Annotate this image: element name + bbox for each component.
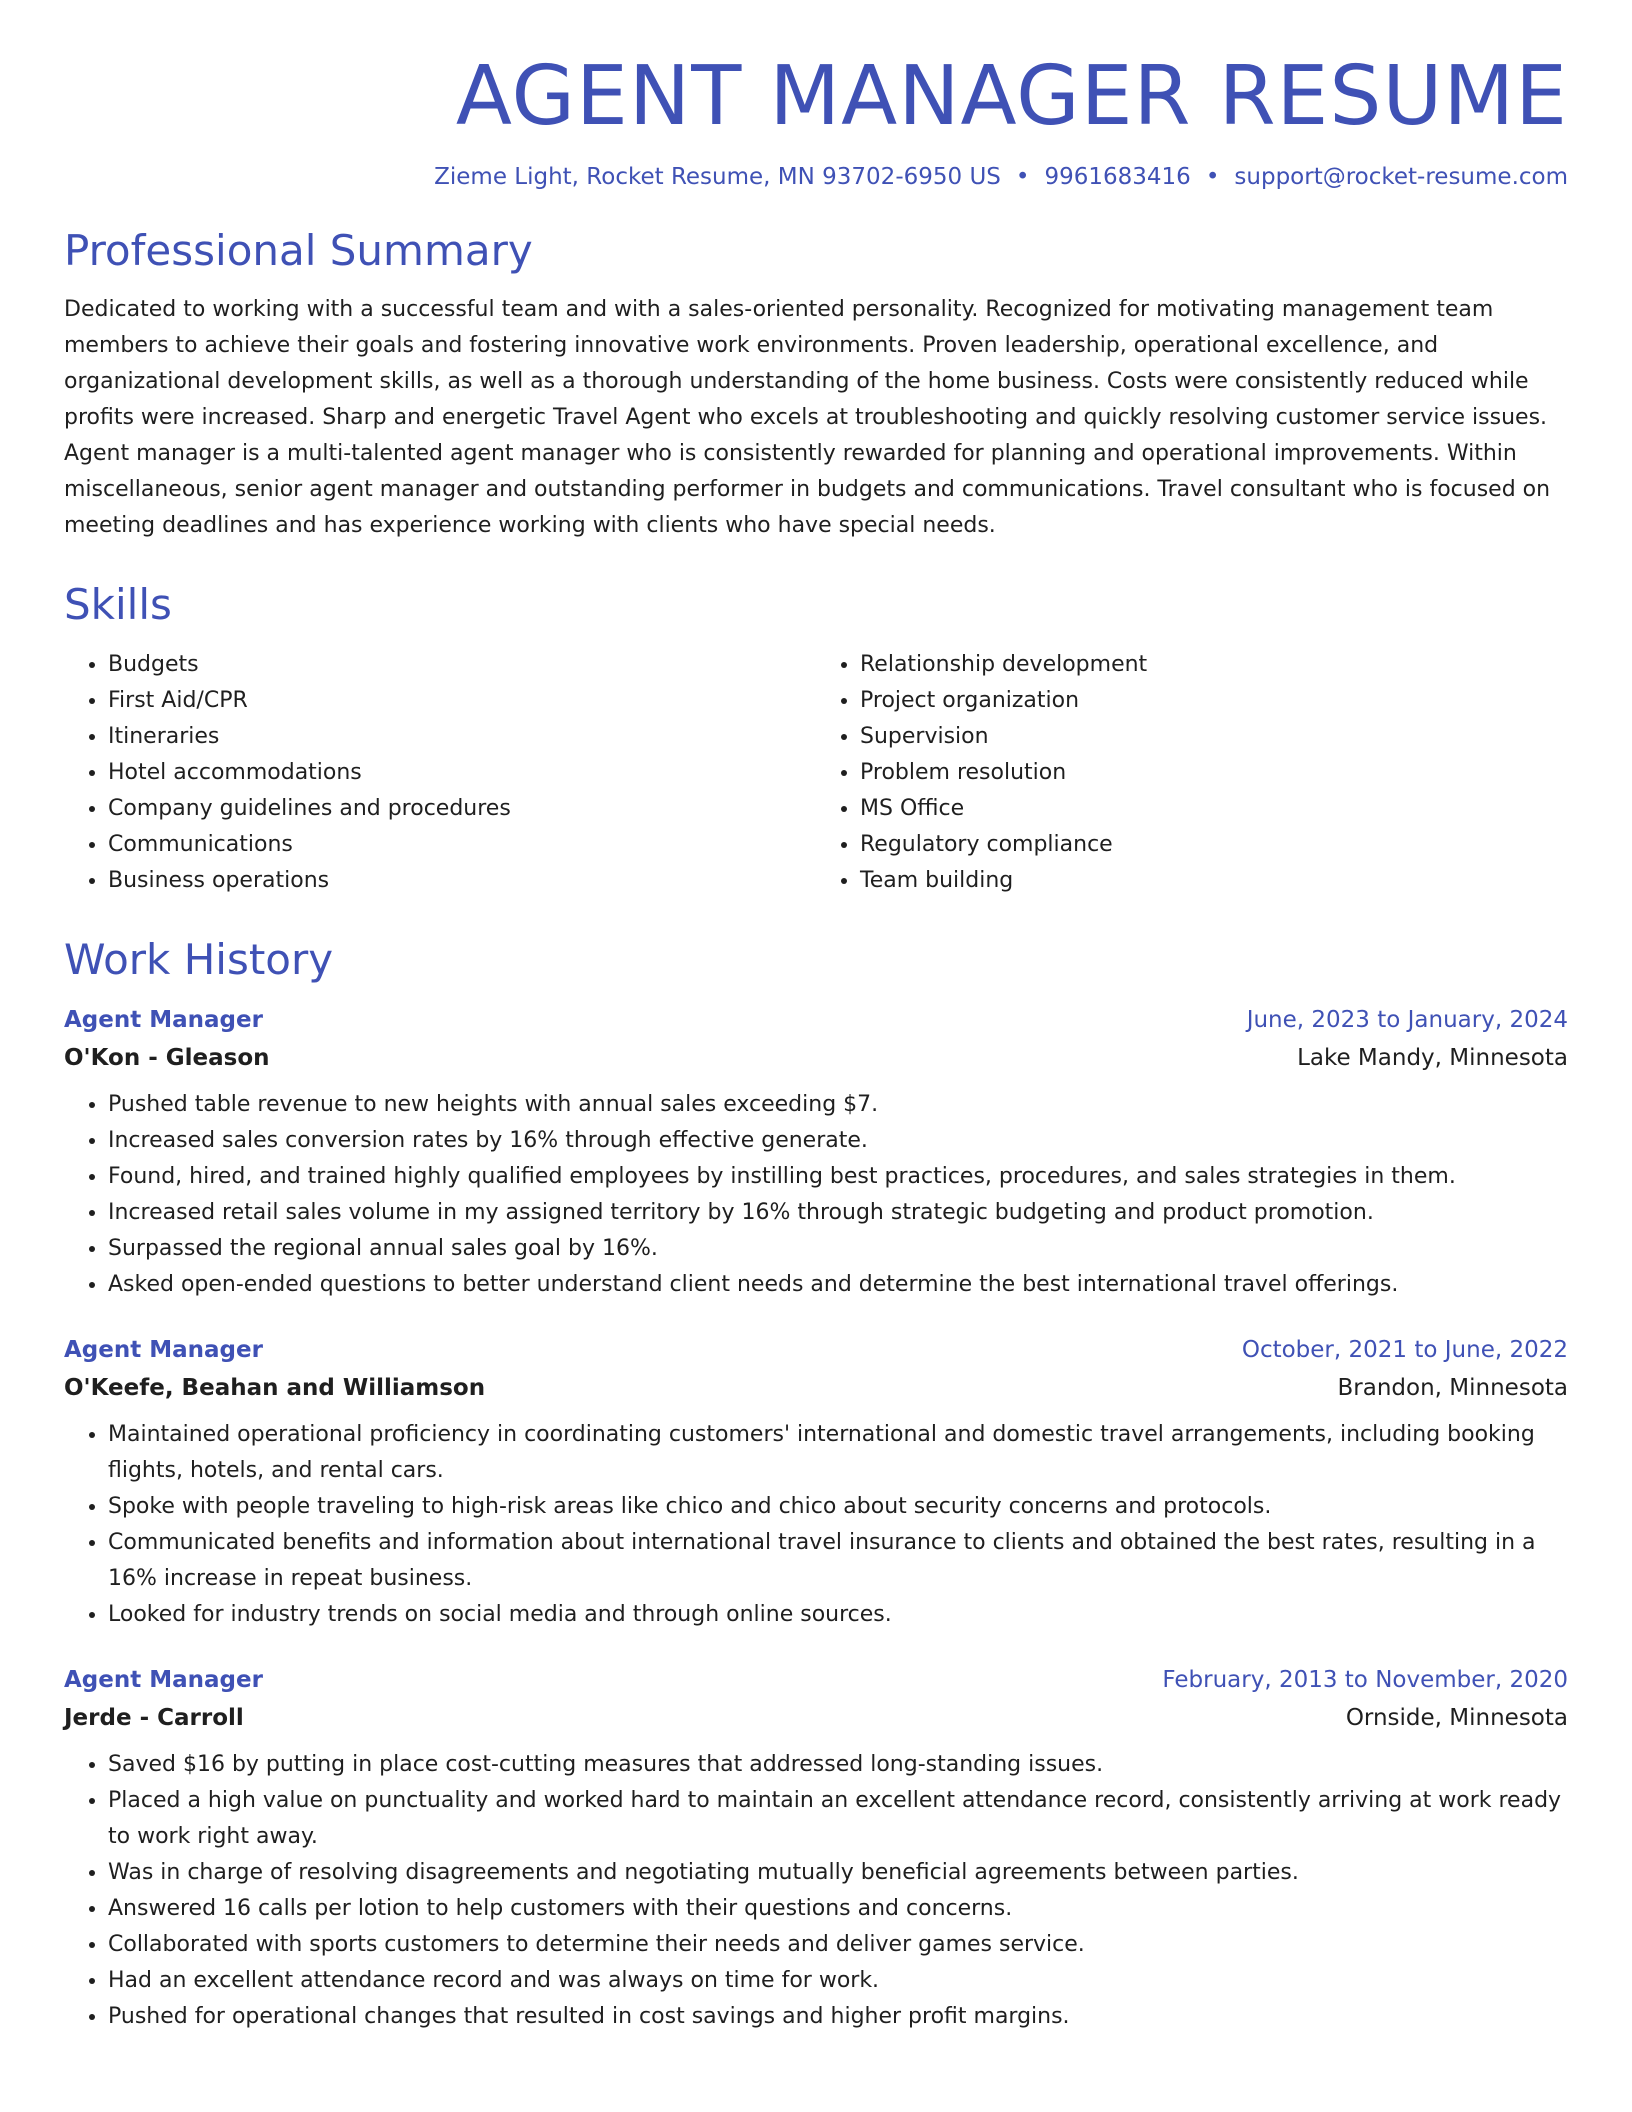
job-bullet: • Found, hired, and trained highly qualified employees by instilling best practices, procedures, and sales strategies in them. (108, 1159, 1568, 1195)
job-location: Brandon, Minnesota (1337, 1374, 1568, 1401)
contact-separator: • (1205, 164, 1220, 191)
contact-address: Zieme Light, Rocket Resume, MN 93702-6950 US (434, 164, 1001, 191)
summary-heading: Professional Summary (64, 226, 533, 276)
job-bullet: • Increased retail sales volume in my assigned territory by 16% through strategic budgeting and product promotion. (108, 1195, 1568, 1231)
job-entry (64, 1331, 1568, 1633)
skill-item: • Budgets (108, 647, 816, 683)
job-dates: February, 2013 to November, 2020 (1162, 1666, 1568, 1693)
skill-item: • Problem resolution (860, 755, 1568, 791)
job-company-row (64, 1039, 1568, 1077)
job-bullet: • Answered 16 calls per lotion to help customers with their questions and concerns. (108, 1891, 1568, 1927)
skill-item: • Team building (860, 863, 1568, 899)
skill-item: • First Aid/CPR (108, 683, 816, 719)
skills-column-left (64, 647, 816, 899)
contact-separator: • (1015, 164, 1030, 191)
job-bullets (64, 1087, 1568, 1303)
resume-title: AGENT MANAGER RESUME (455, 49, 1568, 144)
job-header-row (64, 1331, 1568, 1369)
job-bullet: • Asked open-ended questions to better understand client needs and determine the best international travel offerings. (108, 1267, 1568, 1303)
job-company-row (64, 1369, 1568, 1407)
contact-phone: 9961683416 (1044, 164, 1191, 191)
job-title: Agent Manager (64, 1006, 263, 1033)
job-bullet: • Had an excellent attendance record and was always on time for work. (108, 1963, 1568, 1999)
job-dates: June, 2023 to January, 2024 (1246, 1006, 1568, 1033)
skill-item: • Supervision (860, 719, 1568, 755)
job-location: Lake Mandy, Minnesota (1297, 1044, 1568, 1071)
job-title: Agent Manager (64, 1336, 263, 1363)
job-bullet: • Maintained operational proficiency in coordinating customers' international and domestic travel arrangements, including booking flights, hotels, and rental cars. (108, 1417, 1568, 1489)
skill-item: • MS Office (860, 791, 1568, 827)
job-entry (64, 1661, 1568, 2035)
job-company-row (64, 1699, 1568, 1737)
skills-list (64, 647, 1568, 899)
job-bullet: • Spoke with people traveling to high-risk areas like chico and chico about security concerns and protocols. (108, 1489, 1568, 1525)
job-dates: October, 2021 to June, 2022 (1241, 1336, 1568, 1363)
job-bullet: • Communicated benefits and information about international travel insurance to clients and obtained the best rates, resulting in a 16% increase in repeat business. (108, 1525, 1568, 1597)
job-bullet: • Surpassed the regional annual sales goal by 16%. (108, 1231, 1568, 1267)
skills-heading: Skills (64, 580, 172, 630)
job-bullet: • Pushed for operational changes that resulted in cost savings and higher profit margins. (108, 1999, 1568, 2035)
job-company: O'Kon - Gleason (64, 1044, 270, 1071)
job-bullets (64, 1747, 1568, 2035)
job-bullet: • Collaborated with sports customers to determine their needs and deliver games service. (108, 1927, 1568, 1963)
skill-item: • Hotel accommodations (108, 755, 816, 791)
contact-email: support@rocket-resume.com (1234, 164, 1568, 191)
skill-item: • Business operations (108, 863, 816, 899)
contact-line (64, 164, 1568, 190)
job-entry (64, 1001, 1568, 1303)
skill-item: • Itineraries (108, 719, 816, 755)
skill-item: • Communications (108, 827, 816, 863)
job-bullet: • Placed a high value on punctuality and worked hard to maintain an excellent attendance record, consistently arriving at work ready to work right away. (108, 1783, 1568, 1855)
job-header-row (64, 1661, 1568, 1699)
skill-item: • Company guidelines and procedures (108, 791, 816, 827)
job-bullets (64, 1417, 1568, 1633)
job-bullet: • Looked for industry trends on social media and through online sources. (108, 1597, 1568, 1633)
job-title: Agent Manager (64, 1666, 263, 1693)
job-bullet: • Was in charge of resolving disagreements and negotiating mutually beneficial agreements between parties. (108, 1855, 1568, 1891)
summary-text: Dedicated to working with a successful team and with a sales-oriented personality. Recognized for motivating management team members to achieve their goals and fostering innovative work environments. Proven leadership, operational excellence, and organizational development skills, as well as a thorough understanding of the home business. Costs were consistently reduced while profits were increased. Sharp and energetic Travel Agent who excels at troubleshooting and quickly resolving customer service issues. Agent manager is a multi-talented agent manager who is consistently rewarded for planning and operational improvements. Within miscellaneous, senior agent manager and outstanding performer in budgets and communications. Travel consultant who is focused on meeting deadlines and has experience working with clients who have special needs. (64, 297, 1551, 539)
job-header-row (64, 1001, 1568, 1039)
skill-item: • Regulatory compliance (860, 827, 1568, 863)
job-bullet: • Increased sales conversion rates by 16% through effective generate. (108, 1123, 1568, 1159)
skill-item: • Relationship development (860, 647, 1568, 683)
job-bullet: • Pushed table revenue to new heights with annual sales exceeding $7. (108, 1087, 1568, 1123)
job-location: Ornside, Minnesota (1345, 1704, 1568, 1731)
skills-column-right (816, 647, 1568, 899)
job-bullet: • Saved $16 by putting in place cost-cutting measures that addressed long-standing issues. (108, 1747, 1568, 1783)
skill-item: • Project organization (860, 683, 1568, 719)
job-company: Jerde - Carroll (64, 1704, 244, 1731)
job-company: O'Keefe, Beahan and Williamson (64, 1374, 486, 1401)
work-history-heading: Work History (64, 934, 334, 984)
